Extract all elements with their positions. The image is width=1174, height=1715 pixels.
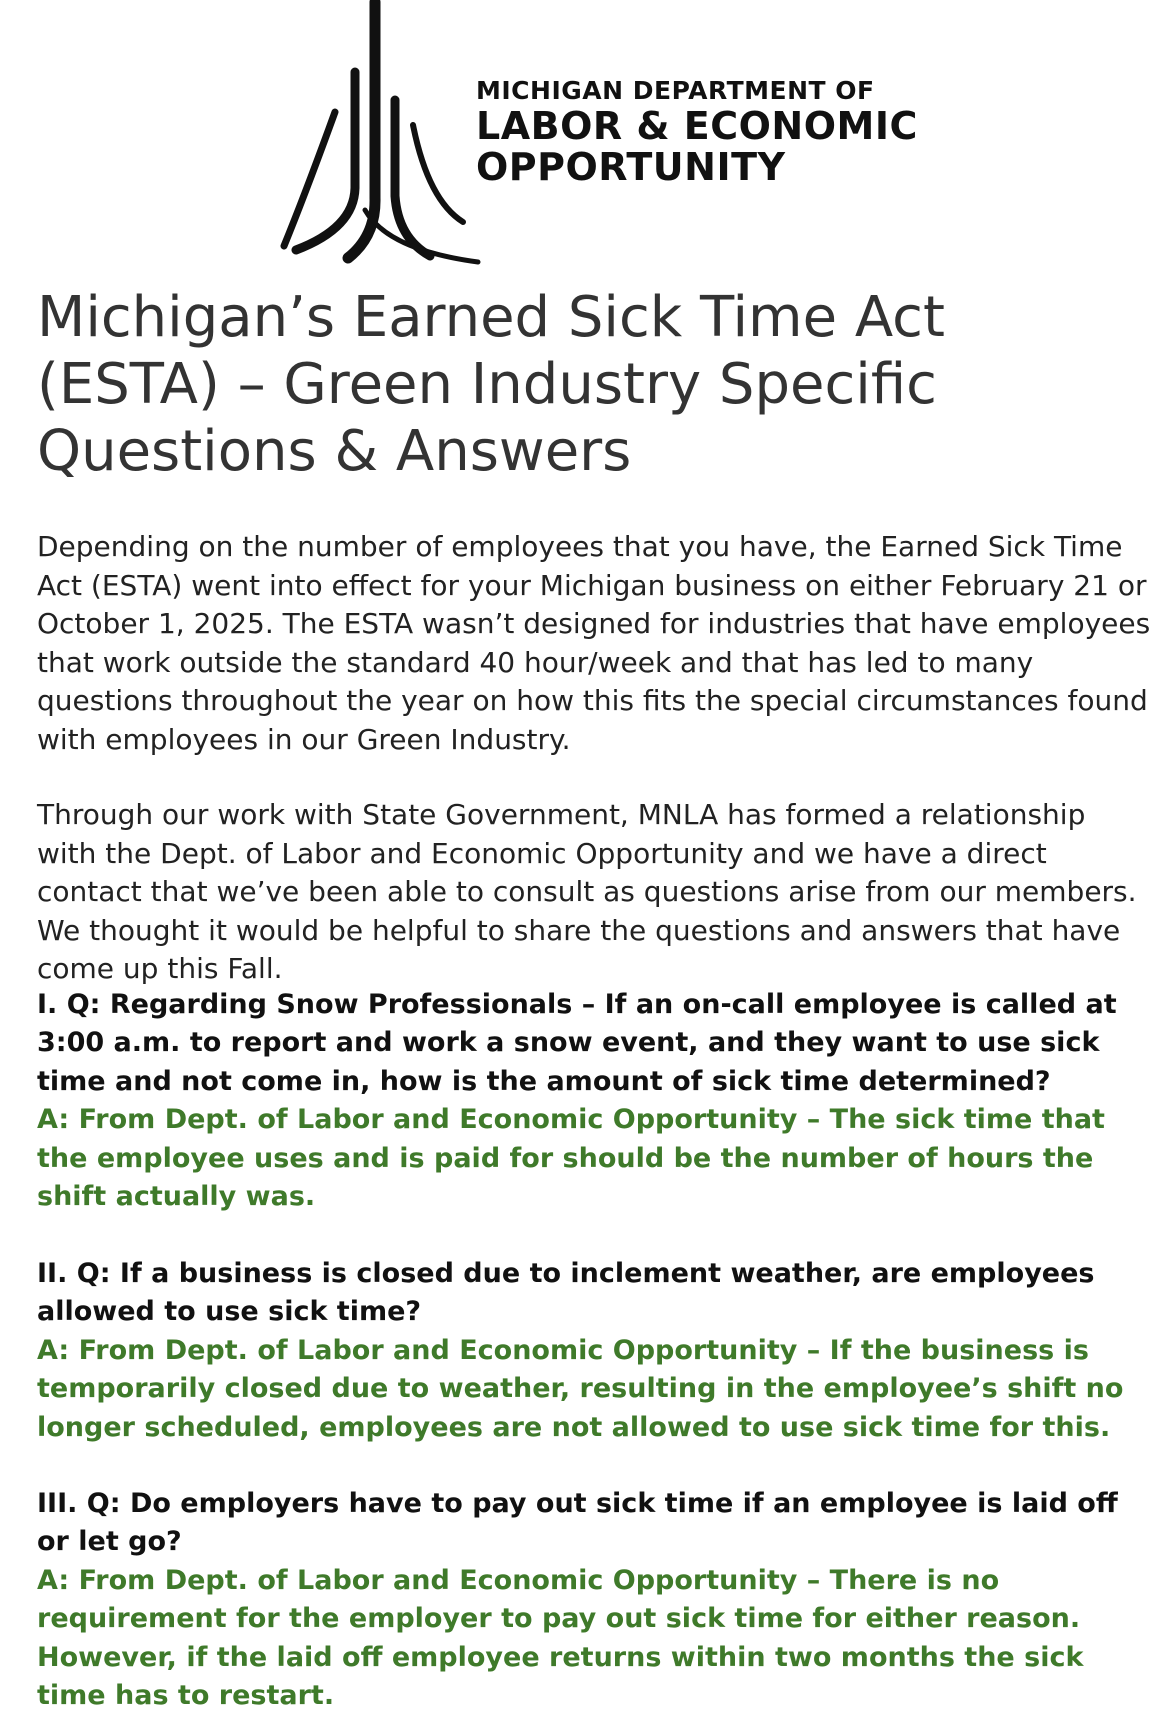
answer-1: A: From Dept. of Labor and Economic Opportunity – The sick time that the employee uses and is paid for should be the number of hours the shift actually was. — [37, 1104, 1105, 1213]
logo-line-3: OPPORTUNITY — [476, 145, 786, 189]
intro-paragraph-1: Depending on the number of employees that you have, the Earned Sick Time Act (ESTA) went into effect for your Michigan business on either February 21 or October 1, 2025. The ESTA wasn’t designed for industries that have employees that work outside the standard 40 hour/week and that has led to many questions throughout the year on how this fits the special circumstances found with employees in our Green Industry. — [37, 530, 1151, 756]
department-logo — [278, 0, 918, 272]
intro-paragraph-2: Through our work with State Government, MNLA has formed a relationship with the Dept. of Labor and Economic Opportunity and we have a direct contact that we’ve been able to consult as questions arise from our members. We thought it would be helpful to share the questions and answers that have come up this Fall. — [37, 798, 1137, 985]
department-name — [476, 76, 918, 188]
answer-3: A: From Dept. of Labor and Economic Opportunity – There is no requirement for the employer to pay out sick time for either reason. However, if the laid off employee returns within two months the sick time has to restart. — [37, 1564, 1084, 1712]
question-1: I. Q: Regarding Snow Professionals – If an on-call employee is called at 3:00 a.m. to report and work a snow event, and they want to use sick time and not come in, how is the amount of sick time determined? — [37, 989, 1117, 1097]
question-2: II. Q: If a business is closed due to inclement weather, are employees allowed to use sick time? — [37, 1258, 1095, 1328]
page-title: Michigan’s Earned Sick Time Act (ESTA) – Green Industry Specific Questions & Answers — [37, 285, 945, 484]
leo-logo-mark-icon — [278, 0, 483, 272]
logo-line-2: LABOR & ECONOMIC — [476, 104, 918, 148]
qa-item-2 — [37, 1255, 1152, 1447]
logo-line-1: MICHIGAN DEPARTMENT OF — [476, 76, 875, 105]
answer-2: A: From Dept. of Labor and Economic Opportunity – If the business is temporarily closed due to weather, resulting in the employee’s shift no longer scheduled, employees are not allowed to use sick time for this. — [37, 1334, 1124, 1443]
qa-item-3 — [37, 1485, 1152, 1715]
qa-item-1 — [37, 986, 1152, 1216]
question-3: III. Q: Do employers have to pay out sick time if an employee is laid off or let go? — [37, 1488, 1118, 1558]
